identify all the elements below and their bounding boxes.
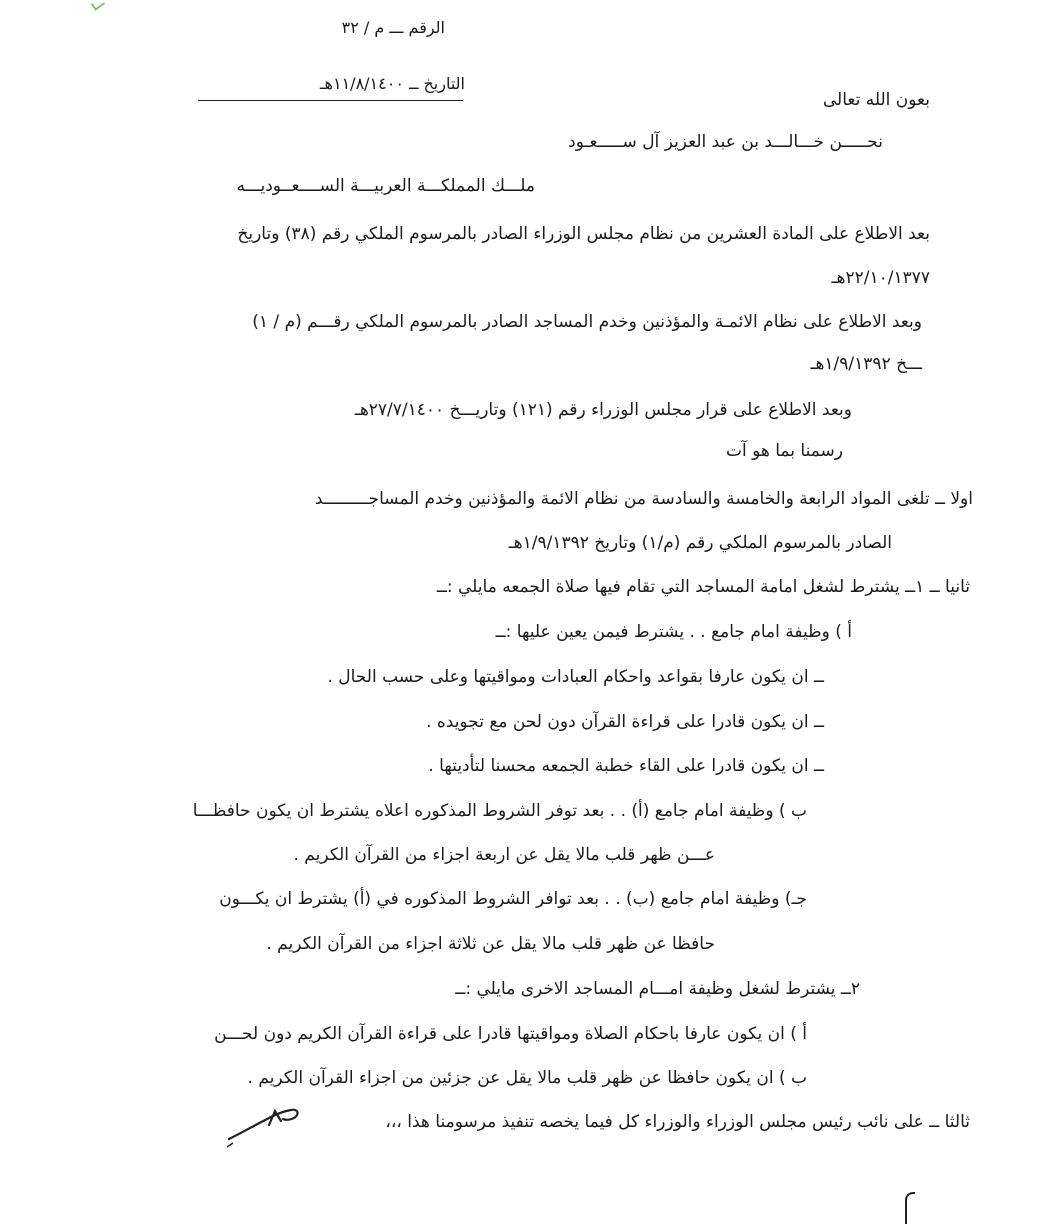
clause-1-a-condition-3: ــ ان يكون قادرا على القاء خطبة الجمعه محسنا لتأديتها .	[428, 756, 824, 776]
clause-1-item-b: ب ) وظيفة امام جامع (أ) . . بعد توفر الشروط المذكوره اعلاه يشترط ان يكون حافظـــا	[192, 801, 807, 821]
article-second-clause-1: ثانيا ــ ١ــ يشترط لشغل امامة المساجد التي تقام فيها صلاة الجمعه مايلي :ــ	[436, 577, 970, 597]
clause-1-item-a: أ ) وظيفة امام جامع . . يشترط فيمن يعين عليها :ــ	[495, 622, 852, 642]
article-third: ثالثا ــ على نائب رئيس مجلس الوزراء والوزراء كل فيما يخصه تنفيذ مرسومنا هذا ،،،	[385, 1112, 970, 1132]
preamble-line-2-cont: ـــخ ١/٩/١٣٩٢هـ	[810, 354, 922, 374]
clause-2-item-b: ب ) ان يكون حافظا عن ظهر قلب مالا يقل عن جزئين من اجزاء القرآن الكريم .	[247, 1068, 807, 1088]
decree-formula: رسمنا بما هو آت	[725, 441, 843, 461]
document-date: التاريخ ــ ١١/٨/١٤٠٠هـ	[319, 74, 465, 93]
signature-mark	[225, 1095, 315, 1155]
article-first-cont: الصادر بالمرسوم الملكي رقم (م/١) وتاريخ ١/٩/١٣٩٢هـ	[508, 533, 892, 553]
clause-1-a-condition-1: ــ ان يكون عارفا بقواعد واحكام العبادات ومواقيتها وعلى حسب الحال .	[327, 667, 824, 687]
king-title-line: ملـــك المملكـــة العربيـــة الســــعــوديـــه	[236, 176, 535, 196]
preamble-line-1: بعد الاطلاع على المادة العشرين من نظام مجلس الوزراء الصادر بالمرسوم الملكي رقم (٣٨) وتاريخ	[237, 224, 930, 244]
preamble-line-1-cont: ٢٢/١٠/١٣٧٧هـ	[831, 268, 930, 288]
clause-1-a-condition-2: ــ ان يكون قادرا على قراءة القرآن دون لحن مع تجويده .	[426, 712, 824, 732]
reference-number: الرقم ـــ م / ٣٢	[341, 18, 445, 37]
article-first: اولا ــ تلغى المواد الرابعة والخامسة والسادسة من نظام الائمة والمؤذنين وخدم المساجـــــــــد	[314, 489, 973, 509]
clause-1-item-c: جـ) وظيفة امام جامع (ب) . . بعد توافر الشروط المذكوره في (أ) يشترط ان يكـــون	[219, 889, 807, 909]
preamble-line-3: وبعد الاطلاع على قرار مجلس الوزراء رقم (١٢١) وتاريـــخ ٢٧/٧/١٤٠٠هـ	[354, 400, 852, 420]
clause-2-item-a: أ ) ان يكون عارفا باحكام الصلاة ومواقيتها قادرا على قراءة القرآن الكريم دون لحـــن	[214, 1024, 807, 1044]
clause-1-item-c-cont: حافظا عن ظهر قلب مالا يقل عن ثلاثة اجزاء من القرآن الكريم .	[266, 934, 715, 954]
page-corner-mark	[905, 1192, 915, 1224]
article-second-clause-2: ٢ــ يشترط لشغل وظيفة امـــام المساجد الاخرى مايلي :ــ	[455, 979, 860, 999]
date-underline	[198, 100, 463, 101]
preamble-line-2: وبعد الاطلاع على نظام الائمـة والمؤذنين وخدم المساجد الصادر بالمرسوم الملكي رقـــم (م / ١)	[252, 312, 922, 332]
clause-1-item-b-cont: عـــن ظهر قلب مالا يقل عن اربعة اجزاء من القرآن الكريم .	[293, 845, 715, 865]
green-check-mark	[91, 0, 105, 11]
king-name-line: نحـــــن خـــالـــد بن عبد العزيز آل ســـــعـود	[568, 132, 883, 152]
opening-invocation: بعون الله تعالى	[822, 90, 930, 110]
